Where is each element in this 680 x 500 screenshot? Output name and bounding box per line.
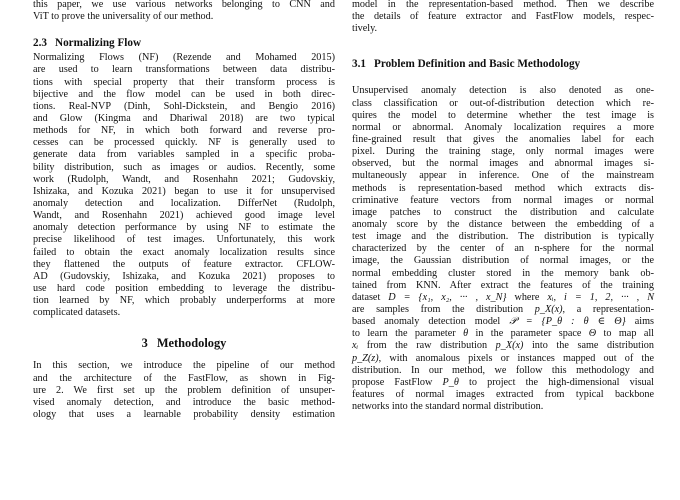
text-line: vised anomaly detection, and introduce the basic method- [33,396,335,408]
formula-line [352,328,654,340]
text-line: model in the representation-based method. Then we describe [352,0,654,10]
text-line: normal or abnormal. Anomaly localization requires a more [352,121,654,133]
text-line: tions with special property that their transform process is [33,76,335,88]
section-number: 2.3 [33,37,47,50]
text-line: class classification or out-of-distribution detection which re- [352,97,654,109]
text-line: Unsupervised anomaly detection is also denoted as one- [352,85,654,97]
text-line: ology that uses a learnable probability density estimation [33,408,335,420]
text-line: quires the model to determine whether the test image is [352,109,654,121]
text-line: image patches to construct the distribution and calculate [352,206,654,218]
text-fragment: from the raw distribution [358,340,496,352]
left-column [33,0,335,421]
text-fragment: , with anomalous pixels or instances mapped out of the [378,352,654,364]
math-expression: D = {x₁, x₂, ··· , x_N} [388,291,507,303]
problem-definition-paragraph [352,85,654,413]
formula-line [352,340,654,352]
text-fragment: in the parameter space [468,328,589,340]
formula-line [352,377,654,389]
text-line: fine-grained result that gives the anomalies label for each [352,133,654,145]
text-line: use hard code position embedding to leverage the distribu- [33,282,335,294]
text-line: tion learned by NF, which probably underperforms at more [33,295,335,307]
right-top-paragraph [352,0,654,35]
section-title: Methodology [156,336,227,351]
section-number: 3.1 [352,58,366,71]
text-line: generate data from variables sampled in a specific proba- [33,149,335,161]
text-line: characterized by the center of an n-sphere for the normal [352,243,654,255]
text-line: Wandt, and Rosenhahn 2021) achieved good image level [33,210,335,222]
text-line: distribution. In our method, we follow this methodology and [352,364,654,376]
section-heading-2-3 [33,36,335,50]
text-fragment: where [506,291,548,303]
text-fragment: to project the high-dimensional visual [458,376,654,388]
formula-line [352,316,654,328]
text-fragment: propose FastFlow [352,376,443,388]
math-expression: p_Z(z) [352,352,379,364]
formula-line [352,353,654,365]
section-number: 3 [141,336,148,351]
text-line: image, the Gaussian distribution of normal images, or the [352,255,654,267]
math-expression: p_X(x) [495,340,524,352]
text-line: anomaly detection performance by using NF to estimate the [33,222,335,234]
text-fragment: to learn the parameter [352,328,464,340]
math-expression: p_X(x) [534,303,563,315]
text-fragment: into the same distribution [523,340,654,352]
text-line: ure 2. We first set up the problem definition of unsuper- [33,384,335,396]
section-heading-3-1 [352,57,654,71]
text-line: methods for NF, in which both forward and reverse pro- [33,125,335,137]
math-expression: xᵢ [352,340,359,352]
text-line: tively. [352,23,378,35]
text-line: ViT to prove the universality of our method. [33,11,214,23]
text-line: In this section, we introduce the pipeline of our method [33,360,335,372]
text-line: features of normal images extracted from typical backbone [352,388,654,400]
left-top-paragraph [33,0,335,23]
text-line: networks into the standard normal distribution. [352,401,544,413]
text-fragment: to map all [596,328,655,340]
text-fragment: based anomaly detection model [352,316,510,328]
text-line: work (Rudolph, Wandt, and Rosenhahn 2021; Gudovskiy, [33,173,335,185]
text-line: cesses can be processed quickly. NF is generally used to [33,137,335,149]
methodology-paragraph [33,360,335,421]
text-line: bility distribution, such as images or audios. Recently, some [33,161,335,173]
math-expression: xᵢ, i = 1, 2, ··· , N [547,291,655,303]
text-line: criminative feature vectors from normal images or normal [352,194,654,206]
formula-line [352,292,654,304]
text-line: this paper, we use various networks belonging to CNN and [33,0,335,10]
formula-line [352,304,654,316]
text-line: tions. Real-NVP (Dinh, Sohl-Dickstein, and Bengio 2016) [33,100,335,112]
math-expression: 𝒫 = {P_θ : θ ∈ Θ} [509,316,626,328]
text-line: failed to obtain the exact anomaly localization results since [33,246,335,258]
text-line: Normalizing Flows (NF) (Rezende and Mohamed 2015) [33,52,335,64]
section-title: Normalizing Flow [54,37,142,50]
text-line: anomaly score by the distance between the embedding of a [352,218,654,230]
right-column [352,0,654,413]
text-fragment: , a representation- [562,303,655,315]
text-line: they flattened the outputs of feature extractor. CFLOW- [33,258,335,270]
text-fragment: are samples from the distribution [352,303,535,315]
text-line: methods is representation-based method which extracts dis- [352,182,654,194]
text-line: anomaly detection and localization. DifferNet (Rudolph, [33,197,335,209]
text-line: and Glow (Kingma and Dhariwal 2018) are two typical [33,112,335,124]
text-line: tained from KNN. After extract the features of the training [352,279,654,291]
text-line: complicated datasets. [33,307,121,319]
text-line: precise likelihood of test images. Unfortunately, this work [33,234,335,246]
math-expression: P_θ [442,376,459,388]
text-line: and the architecture of the FastFlow, as shown in Fig- [33,372,335,384]
text-line: pixel. During the training stage, only normal images were [352,146,654,158]
text-line: normal embedding cluster stored in the memory bank ob- [352,267,654,279]
math-expression: θ [463,328,469,340]
text-line: the details of feature extractor and FastFlow models, respec- [352,11,654,23]
text-line: test image and the distribution. The distribution is typically [352,231,654,243]
text-line: multaneously appear in inference. One of the mainstream [352,170,654,182]
section-heading-3 [33,336,335,351]
text-line: observed, but the normal images and abnormal images si- [352,158,654,170]
text-line: are used to learn transformations between data distribu- [33,64,335,76]
section-title: Problem Definition and Basic Methodology [373,58,581,71]
text-line: AD (Gudovskiy, Ishizaka, and Kozuka 2021) proposes to [33,270,335,282]
text-line: Ishizaka, and Kozuka 2021) began to use it for unsupervised [33,185,335,197]
text-fragment: aims [625,316,654,328]
normalizing-flow-paragraph [33,52,335,319]
math-expression: Θ [588,328,597,340]
text-line: bijective and the flow model can be used in both direc- [33,88,335,100]
text-fragment: dataset [352,291,389,303]
